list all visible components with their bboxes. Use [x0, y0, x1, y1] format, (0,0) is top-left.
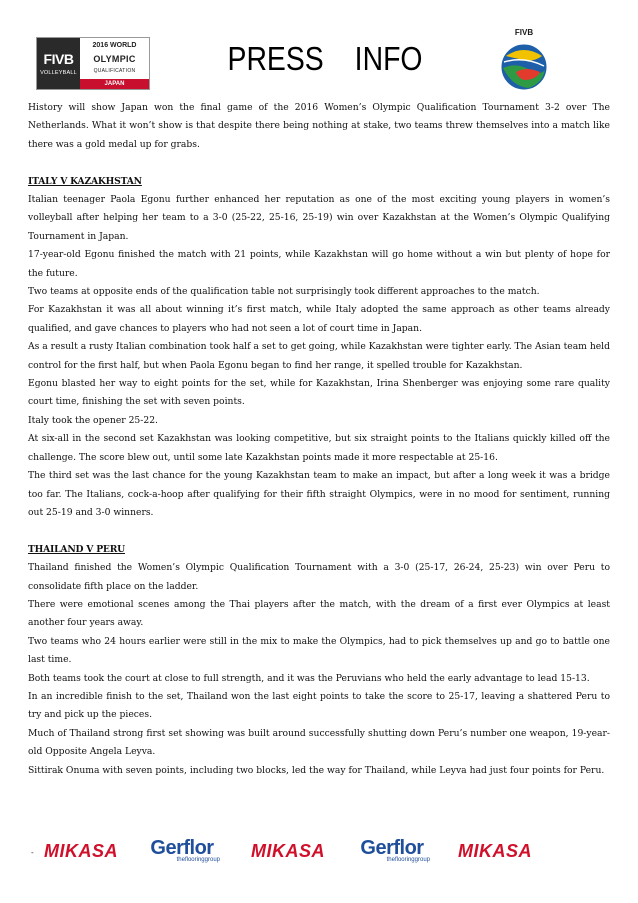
sponsor-name: MIKASA: [44, 840, 118, 861]
mikasa-wordmark: [458, 841, 532, 862]
sponsor-logo-mikasa: [452, 838, 538, 864]
section-heading-thailand-peru: THAILAND V PERU: [28, 543, 125, 555]
press-info-title: [200, 40, 449, 78]
gerflor-tagline: theflooringgroup: [176, 857, 220, 863]
gerflor-wordmark: Gerflor: [360, 837, 424, 859]
sponsor-logo-mikasa: [38, 838, 124, 864]
paragraph: As a result a rusty Italian combination took half a set to get going, while Kazakhstan were tighter early. The Asian team held control for the first half, but when Paola Egonu began to find her range, it spelled trouble for Kazakhstan.: [28, 341, 610, 371]
gerflor-tagline: theflooringgroup: [386, 857, 430, 863]
mikasa-wordmark: [44, 841, 118, 862]
paragraph: Italian teenager Paola Egonu further enhanced her reputation as one of the most exciting young players in women’s volleyball after helping her team to a 3-0 (25-22, 25-16, 25-19) win over Kazakhstan at the Women’s Olympic Qualifying Tournament in Japan.: [28, 194, 610, 242]
paragraph: Much of Thailand strong first set showing was built around successfully shutting down Peru’s number one weapon, 19-year-old Opposite Angela Leyva.: [28, 727, 610, 758]
paragraph: Two teams who 24 hours earlier were still in the mix to make the Olympics, had to pick themselves up and go to battle one last time.: [28, 635, 610, 666]
section-heading-italy-kazakhstan: ITALY V KAZAKHSTAN: [28, 175, 142, 187]
logo-olympic-text: OLYMPIC: [93, 53, 136, 64]
mikasa-wordmark: [251, 841, 325, 862]
sponsor-name: MIKASA: [458, 840, 532, 861]
gerflor-wordmark: Gerflor: [150, 837, 214, 859]
paragraph: Both teams took the court at close to full strength, and it was the Peruvians who held the early advantage to lead 15-13.: [28, 672, 590, 684]
fivb-mark-text: FIVB: [43, 51, 74, 67]
paragraph: Sittirak Onuma with seven points, including two blocks, led the way for Thailand, while Leyva had just four points for Peru.: [28, 764, 605, 776]
volleyball-text: VOLLEYBALL: [40, 70, 77, 76]
paragraph: Italy took the opener 25-22.: [28, 414, 158, 426]
paragraph: Two teams at opposite ends of the qualification table not surprisingly took different approaches to the match.: [28, 286, 540, 298]
oqt-2016-logo: [36, 37, 150, 90]
spacer: [28, 154, 610, 172]
page-header: [0, 0, 638, 100]
sponsor-logo-mikasa: [244, 838, 332, 864]
paragraph: At six-all in the second set Kazakhstan was looking competitive, but six straight points to the Italians quickly killed off the challenge. The score blew out, until some late Kazakhstan points made it more respectable at 25-16.: [28, 433, 610, 463]
logo-year-text: 2016 WORLD: [92, 42, 137, 49]
fivb-globe-logo: [496, 26, 552, 96]
page-mark: -: [31, 848, 34, 857]
logo-qualification-text: QUALIFICATION: [93, 68, 136, 75]
sponsor-logo-gerflor: [140, 838, 224, 864]
spacer: [28, 522, 610, 540]
fivb-small-text: FIVB: [514, 28, 534, 37]
fivb-volleyball-badge: [37, 38, 80, 89]
olympic-qualification-badge: [80, 38, 149, 89]
sponsor-logo-gerflor: [350, 838, 434, 864]
logo-japan-text: JAPAN: [80, 79, 149, 89]
paragraph: There were emotional scenes among the Thai players after the match, with the dream of a first ever Olympics at least another four years away.: [28, 598, 610, 629]
paragraph: Thailand finished the Women’s Olympic Qualification Tournament with a 3-0 (25-17, 26-24, 25-23) win over Peru to consolidate fifth place on the ladder.: [28, 562, 610, 592]
press-word: PRESS: [227, 40, 324, 77]
paragraph: In an incredible finish to the set, Thailand won the last eight points to take the score to 25-17, leaving a shattered Peru to try and pick up the pieces.: [28, 690, 610, 721]
paragraph: Egonu blasted her way to eight points for the set, while for Kazakhstan, Irina Shenberger was enjoying some rare quality court time, finishing the set with seven points.: [28, 378, 610, 408]
sponsor-name: MIKASA: [251, 840, 325, 861]
paragraph: For Kazakhstan it was all about winning it’s first match, while Italy adopted the same approach as other teams already qualified, and gave chances to players who had not seen a lot of court time in Japan.: [28, 304, 610, 334]
info-word: INFO: [354, 40, 423, 77]
intro-paragraph: History will show Japan won the final game of the 2016 Women’s Olympic Qualification Tournament 3-2 over The Netherlands. What it won’t show is that despite there being nothing at stake, two teams threw themselves into a match like there was a gold medal up for grabs.: [28, 102, 610, 150]
paragraph: 17-year-old Egonu finished the match with 21 points, while Kazakhstan will go home without a win but plenty of hope for the future.: [28, 249, 610, 279]
article-body: [28, 99, 610, 780]
paragraph: The third set was the last chance for the young Kazakhstan team to make an impact, but after a long week it was a bridge too far. The Italians, cock-a-hoop after qualifying for their fifth straight Olympics, were in no mood for sentiment, running out 25-19 and 3-0 winners.: [28, 470, 610, 518]
